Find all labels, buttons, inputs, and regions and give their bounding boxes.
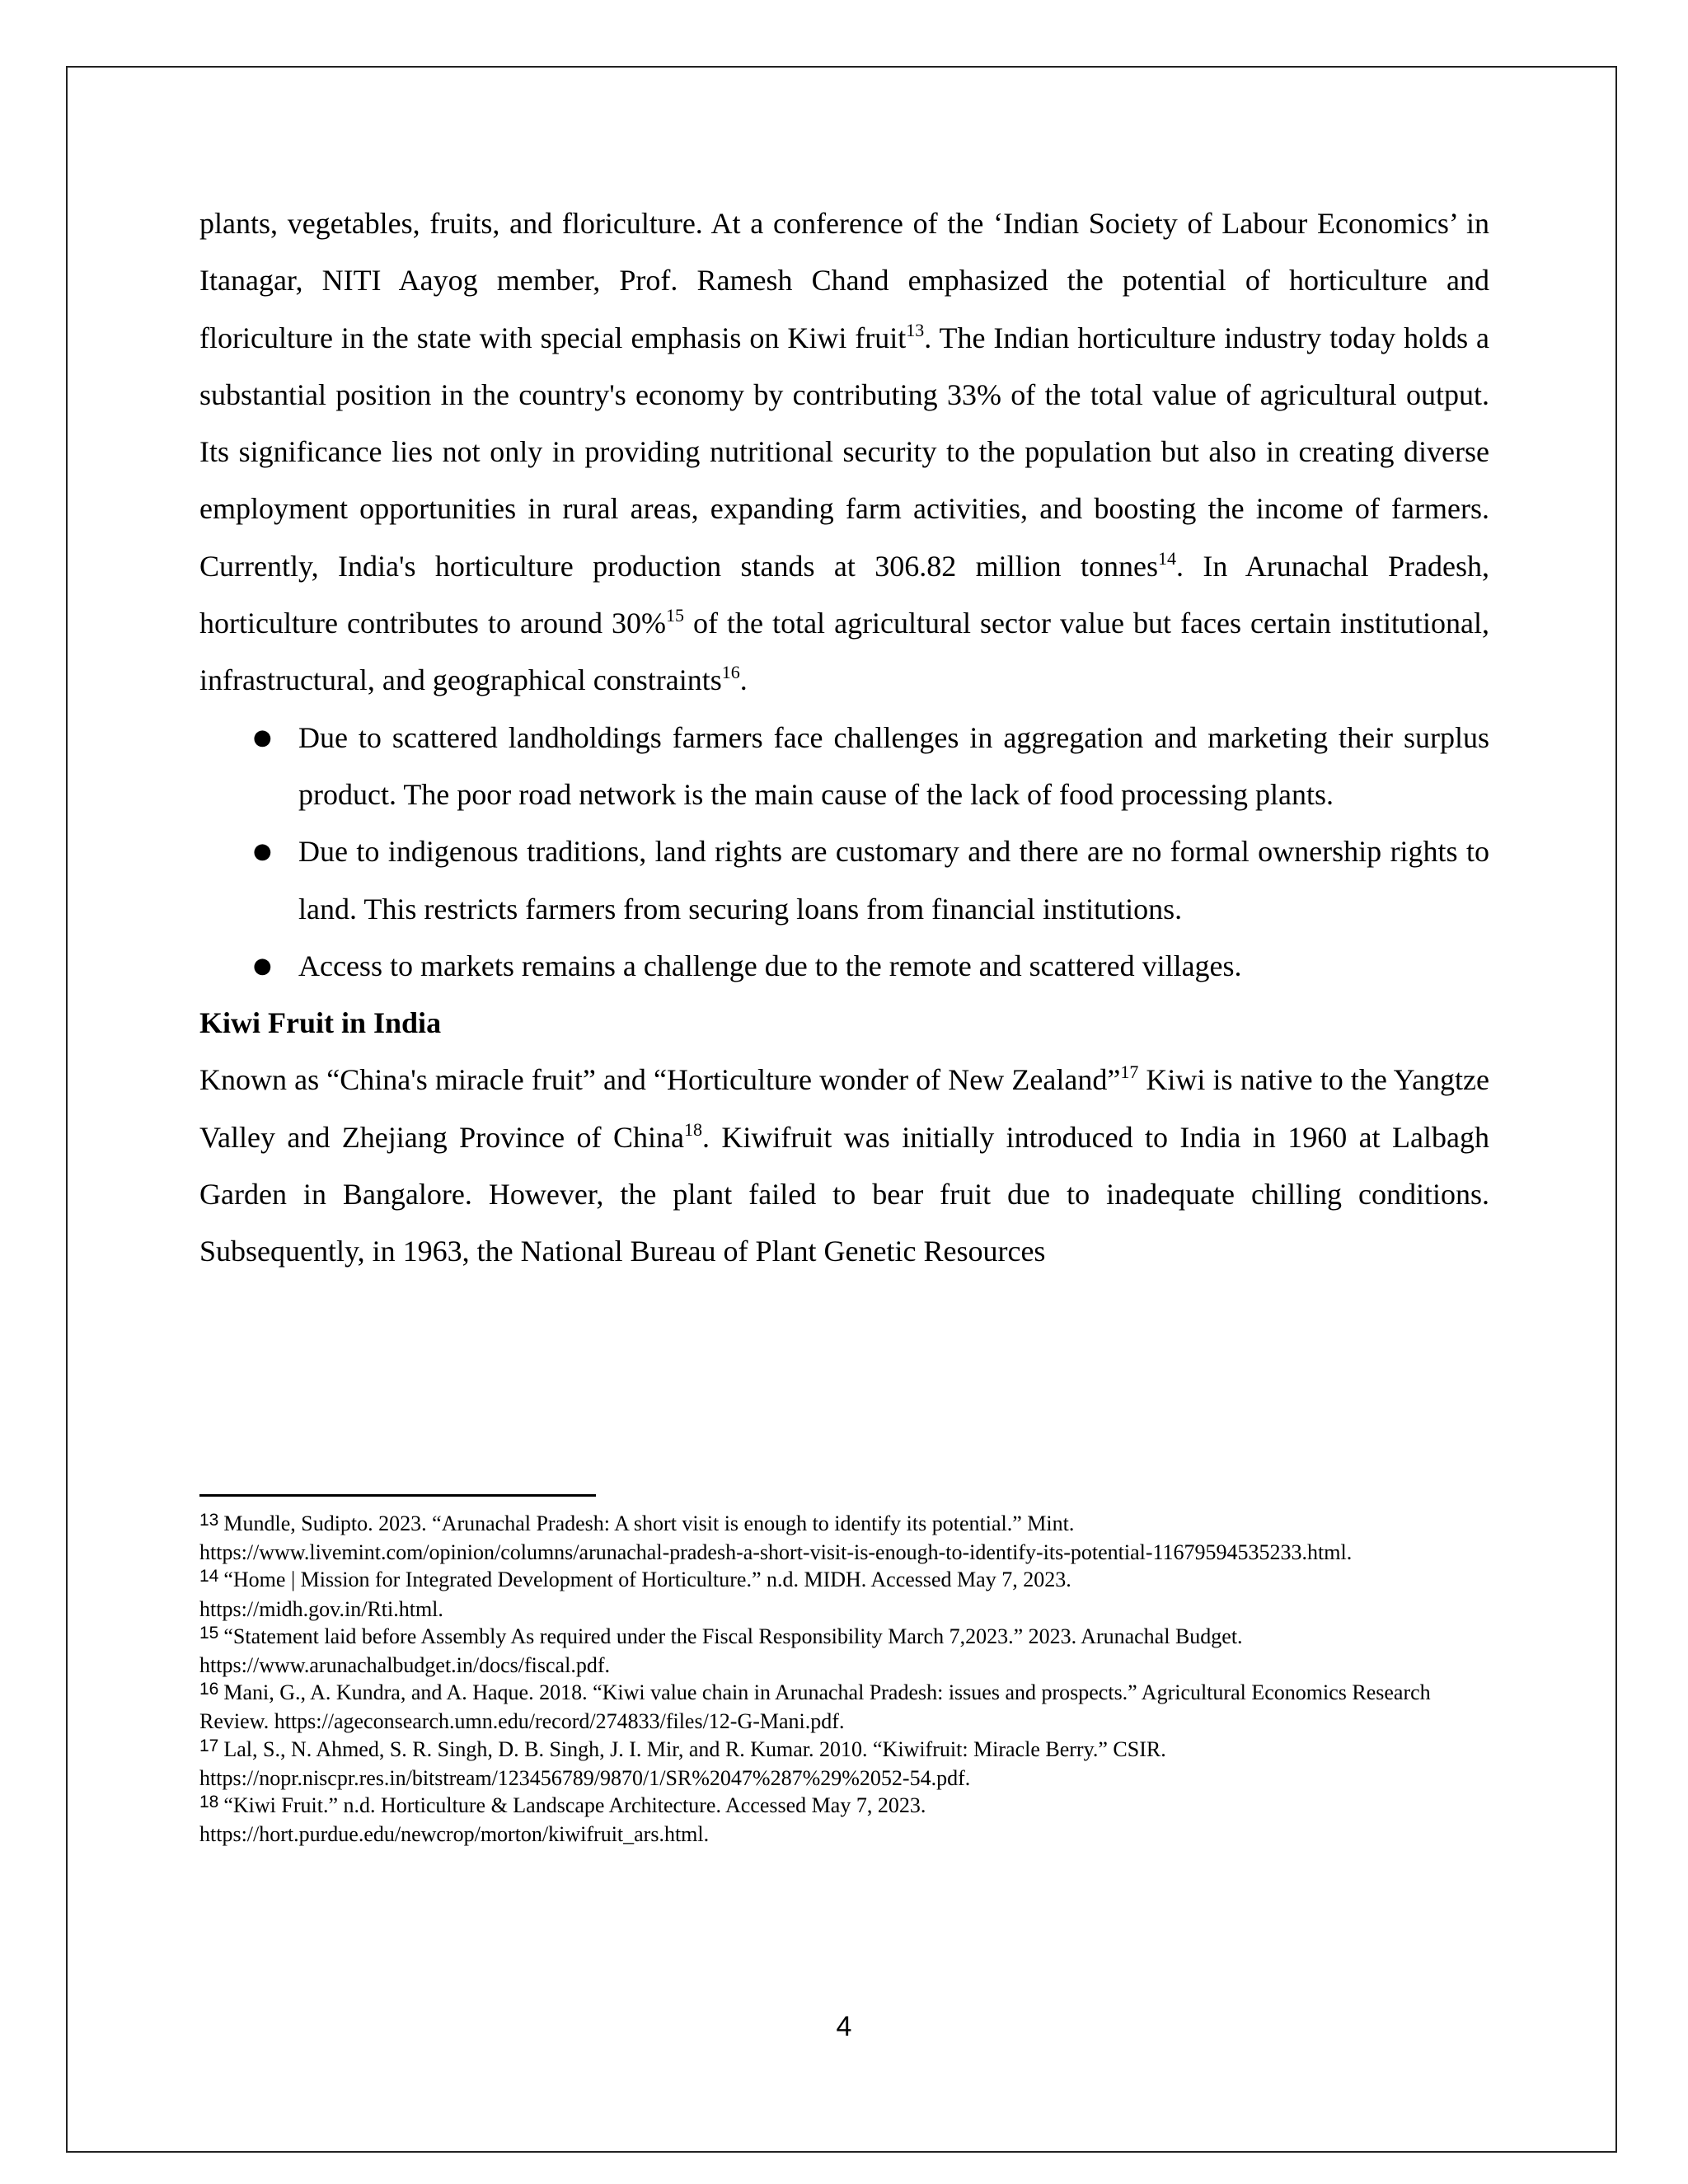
footnote-link[interactable]: https://hort.purdue.edu/newcrop/morton/kiwifruit_ars.html. bbox=[199, 1822, 710, 1847]
footnote-link[interactable]: https://www.livemint.com/opinion/columns/arunachal-pradesh-a-short-visit-is-enough-to-identify-its-potential-11679594535233.html. bbox=[199, 1540, 1353, 1565]
footnotes bbox=[199, 1510, 1489, 1848]
bullet-icon: ● bbox=[253, 839, 272, 865]
main-content bbox=[199, 195, 1489, 1281]
footnote-18 bbox=[199, 1792, 1489, 1848]
footnote-number: 18 bbox=[199, 1793, 219, 1812]
footnote-ref-15[interactable]: 15 bbox=[666, 605, 684, 626]
list-item-text: Due to indigenous traditions, land rights are customary and there are no formal ownership rights to land. This restricts farmers from securing loans from financial institutions. bbox=[298, 835, 1489, 926]
paragraph-text: . The Indian horticulture industry today holds a substantial position in the country's economy by contributing 33% of the total value of agricultural output. Its significance lies not only in providing nutritional security to the population but also in creating diverse employment opportunities in rural areas, expanding farm activities, and boosting the income of farmers. Currently, India's horticulture production stands at 306.82 million tonnes bbox=[199, 321, 1489, 583]
paragraph-text: . In Arunachal Pradesh, horticulture contributes to around 30% bbox=[199, 549, 1489, 640]
bullet-icon: ● bbox=[253, 953, 272, 978]
footnote-text: Mundle, Sudipto. 2023. “Arunachal Pradesh: A short visit is enough to identify its potential.” Mint. bbox=[223, 1511, 1075, 1535]
paragraph-text: . Kiwifruit was initially introduced to India in 1960 at Lalbagh Garden in Bangalore. However, the plant failed to bear fruit due to inadequate chilling conditions. Subsequently, in 1963, the National Bureau of Plant Genetic Resources bbox=[199, 1120, 1489, 1268]
list-item bbox=[199, 938, 1489, 995]
section-heading: Kiwi Fruit in India bbox=[199, 1006, 442, 1040]
footnote-13 bbox=[199, 1510, 1489, 1566]
footnote-ref-16[interactable]: 16 bbox=[721, 662, 740, 683]
footnote-link[interactable]: https://midh.gov.in/Rti.html. bbox=[199, 1596, 443, 1621]
footnote-text: Lal, S., N. Ahmed, S. R. Singh, D. B. Singh, J. I. Mir, and R. Kumar. 2010. “Kiwifruit: Miracle Berry.” CSIR. bbox=[223, 1736, 1166, 1761]
footnote-text: “Statement laid before Assembly As required under the Fiscal Responsibility March 7,2023.” 2023. Arunachal Budget. bbox=[223, 1624, 1243, 1648]
footnote-text: “Kiwi Fruit.” n.d. Horticulture & Landscape Architecture. Accessed May 7, 2023. bbox=[223, 1793, 926, 1818]
footnote-17 bbox=[199, 1736, 1489, 1792]
footnote-link[interactable]: https://ageconsearch.umn.edu/record/274833/files/12-G-Mani.pdf. bbox=[274, 1709, 845, 1734]
footnote-number: 17 bbox=[199, 1736, 219, 1755]
page-number: 4 bbox=[836, 2011, 852, 2042]
list-item-text: Access to markets remains a challenge due to the remote and scattered villages. bbox=[298, 949, 1242, 982]
footnote-number: 15 bbox=[199, 1623, 219, 1643]
paragraph-horticulture bbox=[199, 195, 1489, 710]
list-item-text: Due to scattered landholdings farmers face challenges in aggregation and marketing their surplus product. The poor road network is the main cause of the lack of food processing plants. bbox=[298, 720, 1489, 811]
bullet-icon: ● bbox=[253, 724, 272, 750]
footnote-separator bbox=[199, 1494, 596, 1497]
footnote-number: 16 bbox=[199, 1680, 219, 1699]
footnote-link[interactable]: https://nopr.niscpr.res.in/bitstream/123456789/9870/1/SR%2047%287%29%2052-54.pdf. bbox=[199, 1765, 971, 1790]
footnote-ref-13[interactable]: 13 bbox=[906, 319, 925, 340]
footnote-15 bbox=[199, 1623, 1489, 1679]
paragraph-text: of the total agricultural sector value but faces certain institutional, infrastructural, and geographical constraints bbox=[199, 607, 1490, 697]
list-item bbox=[199, 710, 1489, 824]
paragraph-text: . bbox=[739, 663, 748, 697]
list-item bbox=[199, 823, 1489, 938]
footnote-ref-18[interactable]: 18 bbox=[683, 1118, 702, 1140]
paragraph-text: plants, vegetables, fruits, and floriculture. At a conference of the ‘Indian Society of Labour Economics’ in Itanagar, NITI Aayog member, Prof. Ramesh Chand emphasized the potential of horticulture and floriculture in the state with special emphasis on Kiwi fruit bbox=[199, 207, 1489, 354]
footnote-14 bbox=[199, 1566, 1489, 1622]
footnote-16 bbox=[199, 1679, 1489, 1735]
footnote-text: “Home | Mission for Integrated Development of Horticulture.” n.d. MIDH. Accessed May 7, 2023. bbox=[223, 1568, 1071, 1592]
footnote-ref-14[interactable]: 14 bbox=[1157, 547, 1176, 569]
paragraph-text: Kiwi is native to the Yangtze Valley and Zhejiang Province of China bbox=[199, 1063, 1490, 1154]
constraints-list bbox=[199, 710, 1489, 995]
footnote-number: 14 bbox=[199, 1567, 219, 1586]
paragraph-kiwi bbox=[199, 1052, 1489, 1280]
footnote-ref-17[interactable]: 17 bbox=[1120, 1062, 1139, 1083]
paragraph-text: Known as “China's miracle fruit” and “Horticulture wonder of New Zealand” bbox=[199, 1063, 1121, 1097]
footnote-number: 13 bbox=[199, 1511, 219, 1530]
footnote-text: Mani, G., A. Kundra, and A. Haque. 2018. “Kiwi value chain in Arunachal Pradesh: issues and prospects.” Agricultural Economics Research Review. bbox=[199, 1680, 1431, 1734]
footnote-link[interactable]: https://www.arunachalbudget.in/docs/fiscal.pdf. bbox=[199, 1653, 610, 1678]
